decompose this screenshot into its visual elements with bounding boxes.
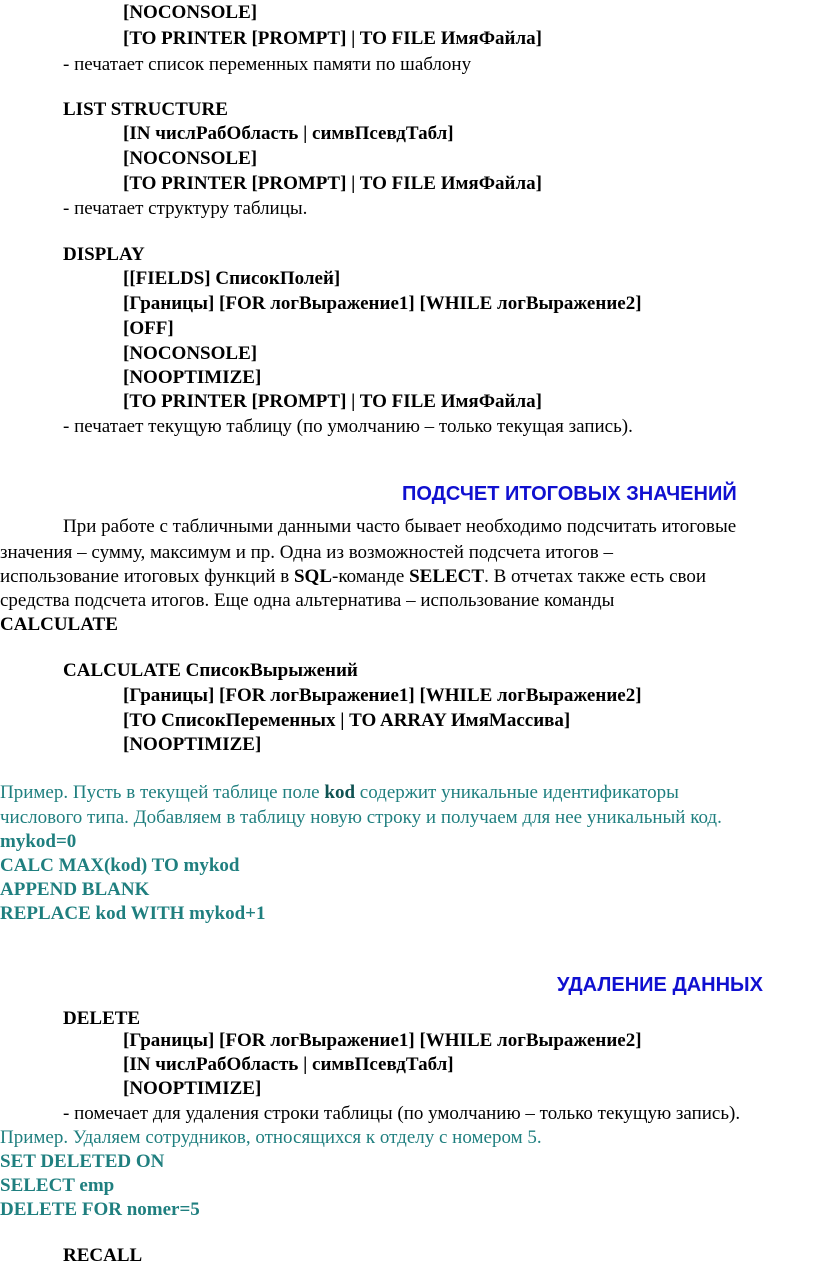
example1-line-2: числового типа. Добавляем в таблицу новую строку и получаем для нее уникальный код. — [0, 807, 722, 828]
list-structure-syntax-to-printer: [TO PRINTER [PROMPT] | TO FILE ИмяФайла] — [123, 173, 542, 194]
example2-code-line: SELECT emp — [0, 1175, 115, 1196]
calculate-syntax-scope: [Границы] [FOR логВыражение1] [WHILE логВыражение2] — [123, 685, 642, 706]
delete-command: DELETE — [63, 1008, 141, 1029]
display-syntax-fields: [[FIELDS] СписокПолей] — [123, 268, 341, 289]
example1-line-1: Пример. Пусть в текущей таблице поле kod содержит уникальные идентификаторы — [0, 782, 679, 803]
select-term: SELECT — [409, 566, 485, 587]
example1-code-line: REPLACE kod WITH mykod+1 — [0, 903, 266, 924]
display-syntax-to-printer: [TO PRINTER [PROMPT] | TO FILE ИмяФайла] — [123, 391, 542, 412]
delete-syntax-nooptimize: [NOOPTIMIZE] — [123, 1078, 262, 1099]
totals-paragraph-line-5: CALCULATE — [0, 614, 118, 635]
delete-syntax-scope: [Границы] [FOR логВыражение1] [WHILE логВыражение2] — [123, 1030, 642, 1051]
example2-line-1: Пример. Удаляем сотрудников, относящихся к отделу с номером 5. — [0, 1127, 542, 1148]
list-structure-syntax-in: [IN числРабОбласть | симвПсевдТабл] — [123, 123, 454, 144]
recall-command: RECALL — [63, 1245, 143, 1266]
example2-code-line: SET DELETED ON — [0, 1151, 165, 1172]
kod-term: kod — [324, 782, 356, 803]
totals-paragraph-line-4: средства подсчета итогов. Еще одна альтернатива – использование команды — [0, 590, 615, 611]
calculate-command: CALCULATE СписокВырыжений — [63, 660, 358, 681]
example2-code-line: DELETE FOR nomer=5 — [0, 1199, 200, 1220]
display-syntax-scope: [Границы] [FOR логВыражение1] [WHILE логВыражение2] — [123, 293, 642, 314]
totals-paragraph-line-3: использование итоговых функций в SQL-команде SELECT. В отчетах также есть свои — [0, 566, 707, 587]
display-syntax-noconsole: [NOCONSOLE] — [123, 343, 258, 364]
list-memory-syntax-noconsole: [NOCONSOLE] — [123, 2, 258, 23]
list-memory-description: - печатает список переменных памяти по шаблону — [63, 54, 472, 75]
sql-term: SQL — [293, 566, 333, 587]
deletion-heading: УДАЛЕНИЕ ДАННЫХ — [557, 974, 763, 996]
display-description: - печатает текущую таблицу (по умолчанию – только текущая запись). — [63, 416, 633, 437]
calculate-syntax-to: [TO СписокПеременных | TO ARRAY ИмяМассива] — [123, 710, 571, 731]
example1-code-line: mykod=0 — [0, 831, 77, 852]
display-syntax-nooptimize: [NOOPTIMIZE] — [123, 367, 262, 388]
list-structure-command: LIST STRUCTURE — [63, 99, 228, 120]
totals-paragraph-line-1: При работе с табличными данными часто бывает необходимо подсчитать итоговые — [63, 516, 737, 537]
delete-syntax-in: [IN числРабОбласть | симвПсевдТабл] — [123, 1054, 454, 1075]
totals-heading: ПОДСЧЕТ ИТОГОВЫХ ЗНАЧЕНИЙ — [402, 483, 737, 505]
calculate-syntax-nooptimize: [NOOPTIMIZE] — [123, 734, 262, 755]
list-structure-description: - печатает структуру таблицы. — [63, 198, 308, 219]
totals-paragraph-line-2: значения – сумму, максимум и пр. Одна из возможностей подсчета итогов – — [0, 542, 614, 563]
display-syntax-off: [OFF] — [123, 318, 174, 339]
example1-code-line: CALC MAX(kod) TO mykod — [0, 855, 240, 876]
display-command: DISPLAY — [63, 244, 145, 265]
delete-description: - помечает для удаления строки таблицы (по умолчанию – только текущую запись). — [63, 1103, 741, 1124]
list-structure-syntax-noconsole: [NOCONSOLE] — [123, 148, 258, 169]
list-memory-syntax-to-printer: [TO PRINTER [PROMPT] | TO FILE ИмяФайла] — [123, 28, 542, 49]
example1-code-line: APPEND BLANK — [0, 879, 150, 900]
